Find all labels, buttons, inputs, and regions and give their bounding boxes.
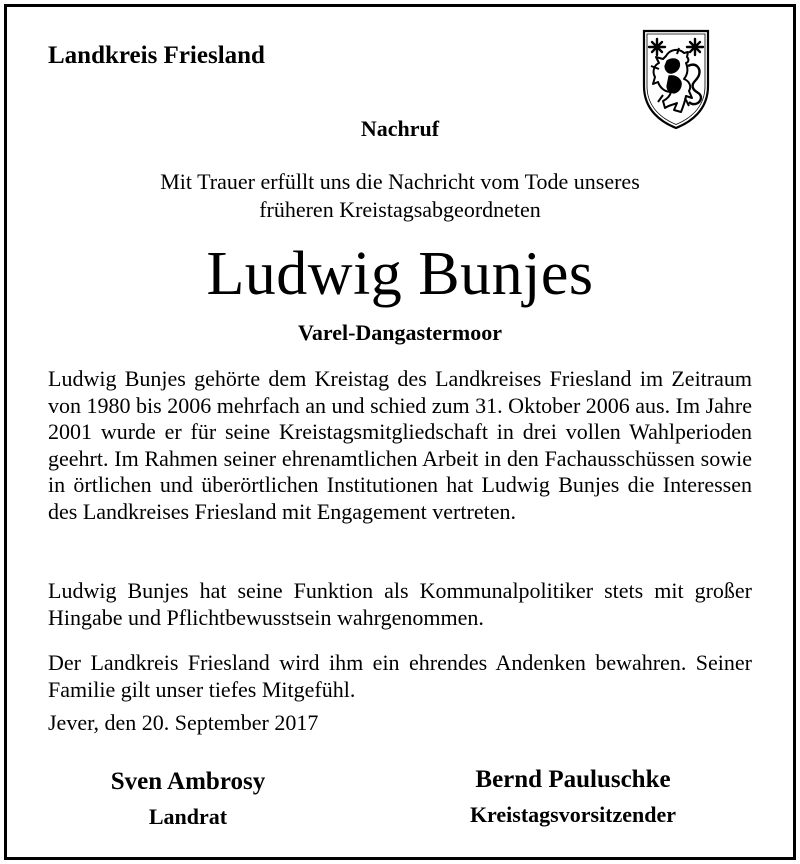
signatory-role: Kreistagsvorsitzender bbox=[469, 802, 677, 827]
intro-text bbox=[0, 168, 800, 224]
signature-block bbox=[433, 764, 713, 830]
signature-block bbox=[58, 766, 318, 832]
heading: Nachruf bbox=[360, 116, 440, 141]
signatory-role: Landrat bbox=[148, 804, 228, 829]
deceased-place: Varel-Dangastermoor bbox=[297, 320, 503, 345]
body-paragraph: Ludwig Bunjes hat seine Funktion als Kommunalpolitiker stets mit großer Hingabe und Pflichtbewusstsein wahrgenommen. bbox=[48, 578, 752, 630]
signatory-name: Bernd Pauluschke bbox=[475, 766, 671, 793]
date-line: Jever, den 20. September 2017 bbox=[48, 710, 319, 735]
intro-line: Mit Trauer erfüllt uns die Nachricht vom Tode unseres bbox=[160, 169, 640, 194]
body-paragraph: Der Landkreis Friesland wird ihm ein ehrendes Andenken bewahren. Seiner Familie gilt unser tiefes Mitgefühl. bbox=[48, 650, 752, 702]
deceased-name: Ludwig Bunjes bbox=[206, 240, 594, 308]
intro-line: früheren Kreistagsabgeordneten bbox=[259, 197, 541, 222]
signatory-name: Sven Ambrosy bbox=[110, 768, 266, 795]
issuer-title: Landkreis Friesland bbox=[48, 42, 265, 69]
body-paragraph: Ludwig Bunjes gehörte dem Kreistag des Landkreises Friesland im Zeitraum von 1980 bis 2006 mehrfach an und schied zum 31. Oktober 2006 aus. Im Jahre 2001 wurde er für seine Kreistagsmitgliedschaft in drei vollen Wahlperioden geehrt. Im Rahmen seiner ehrenamtlichen Arbeit in den Fachausschüssen sowie in örtlichen und überörtlichen Institutionen hat Ludwig Bunjes die Interessen des Landkreises Friesland mit Engagement vertreten. bbox=[48, 366, 752, 524]
